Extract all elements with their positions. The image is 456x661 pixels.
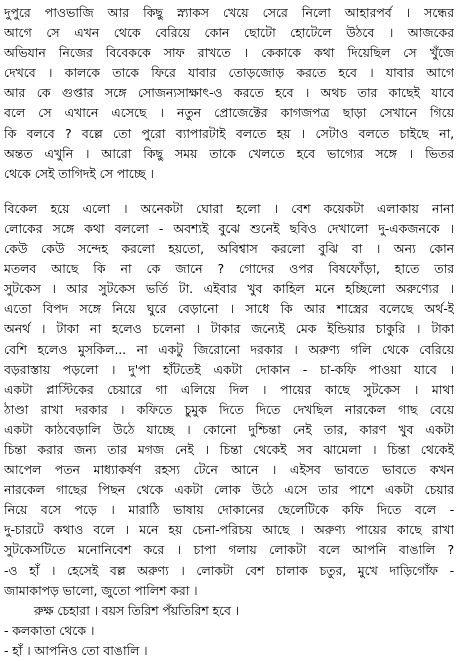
text-line: বলে সে এখানে এসেছে । নতুন প্রোজেক্টের কাগজপত্র ছাড়া সেখানে গিয়ে xyxy=(4,105,454,121)
text-line: অনর্থ । টাকা না হলেও চলেনা । টাকার জন্যেই মেক ইন্ডিয়ার চাকুরি । টাকা xyxy=(4,321,454,337)
text-line: আগে সে এখন থেকে বেরিয়ে কোন ছোটো হোটেলে উঠবে । আজকের xyxy=(4,25,454,41)
text-line: কেউ কেউ সন্দেহ করলো হয়তো, অবিশ্বাস করলো বুঝি বা । অন্য কোন xyxy=(4,241,454,257)
text-line: বেশি হলেও মুসকিল... না একটু জিরোনো দরকার । অরুণ্য গলি থেকে বেরিয়ে xyxy=(4,341,454,357)
text-line: রুক্ষ চেহারা । বয়স তিরিশ পঁয়তিরিশ হবে । xyxy=(34,602,240,618)
text-line: আর কে গুপ্তার সঙ্গে সোজন্যসাক্ষাৎ-ও করতে হবে । অথচ তার কাছেই যাবে xyxy=(4,85,454,101)
text-line: অন্তত এখুনি । আরো কিছু সময় তাকে খেলতে হবে ভাগ্যের সঙ্গে । ভিতর xyxy=(4,145,454,161)
text-line: একটা কাঠবেড়ালি উঠে যাচ্ছে । কোনো দুশ্চিন্তা নেই তার, কারণ খুব একটা xyxy=(4,421,454,437)
dialogue-line: - হাঁ । আপনিও তো বাঙালি । xyxy=(4,642,148,658)
text-line: চিন্তা করার জন্য তার মগজ নেই । চিন্তা থেকেই সব ঝামেলা । চিন্তা থেকেই xyxy=(4,441,454,457)
text-line: অভিযান নিজের বিবেককে সাফ রাখতে । কেকাকে কথা দিয়েছিল সে খুঁজে xyxy=(4,45,454,61)
paragraph-3 xyxy=(4,601,454,661)
text-line: থেকে সেই তাগিদই সে পাচ্ছে । xyxy=(4,165,154,181)
text-line: বড়রাস্তায় পড়লো । দু'পা হাঁটতেই একটা দোকান - চা-কফি পাওয়া যাবে । xyxy=(4,361,454,377)
text-line: এতো বিপদ সঙ্গে নিয়ে ঘুরে বেড়ানো । সাধে কি আর শাস্ত্রের বলেছে অর্থ-ই xyxy=(4,301,454,317)
dialogue-line: - কলকাতা থেকে । xyxy=(4,622,95,638)
text-line: -ও হাঁ । হেসেই বল্ল অরুণ্য । লোকটা বেশ চালাক চতুর, মুখে দাড়িগোঁফ - xyxy=(4,562,454,578)
text-line: লোকের সঙ্গে কথা বললো - অবশ্যই বুঝে শুনেই ছবিও দেখালো দু-একজনকে । xyxy=(4,220,454,236)
text-line: দু-চারটে কথাও বলে । মনে হয় চেনা-পরিচয় আছে । অরুণ্য পায়ের কাছে রাখা xyxy=(4,522,454,538)
text-line: আপেল পতন মাধ্যাকর্ষণ রহস্য টেনে আনে । এইসব ভাবতে ভাবতে কখন xyxy=(4,462,454,478)
text-line: একটা প্লাস্টিকের চেয়ারে গা এলিয়ে দিল । পায়ের কাছে সুটকেস । মাথা xyxy=(4,381,454,397)
text-line: নারকেল গাছের পিছন থেকে একটা লোক উঠে এসে তার পাশে একটা চেয়ার xyxy=(4,482,454,498)
paragraph-2 xyxy=(4,199,454,601)
text-line: কি বলবে ? বল্লে তো পুরো ব্যাপারটাই বলতে হয় । সেটাও বলতে চাইছে না, xyxy=(4,125,454,141)
text-line: দেখবে । কালকে তাকে ফিরে যাবার তোড়জোড় করতে হবে । যাবার আগে xyxy=(4,65,454,81)
paragraph-1 xyxy=(4,3,454,184)
text-line: বিকেল হয়ে এলো । অনেকটা ঘোরা হলো । বেশ কয়েকটা এলাকায় নানা xyxy=(4,200,454,216)
text-line: মতলব আছে কি না কে জানে ? গোদের ওপর বিষফোঁড়া, হাতে তার xyxy=(4,261,454,277)
text-line: নিয়ে বসে পড়ে । মারাঠি ভাষায় দোকানের ছেলেটিকে কফি দিতে বলে - xyxy=(4,502,454,518)
text-line: সুটকেসটিতে মনোনিবেশ করে । চাপা গলায় লোকটা বলে আপনি বাঙালি ? xyxy=(4,542,454,558)
text-line: ঠাণ্ডা রাখা দরকার । কফিতে চুমুক দিতে দিতে দেখছিল নারকেল গাছ বেয়ে xyxy=(4,401,454,417)
text-line: সুটকেস । আর সুটকেস ভর্তি টা. এইবার খুব কাহিল মনে হচ্ছিলো অরুণ্যের । xyxy=(4,281,454,297)
text-line: দুপুরে পাওভাজি আর কিছু স্ন্যাকস খেয়ে সেরে নিলো আহারপর্ব । সন্ধের xyxy=(4,5,454,20)
text-line: জামাকাপড় ভালো, জুতো পালিশ করা । xyxy=(4,582,198,598)
paragraph-gap xyxy=(4,184,454,199)
